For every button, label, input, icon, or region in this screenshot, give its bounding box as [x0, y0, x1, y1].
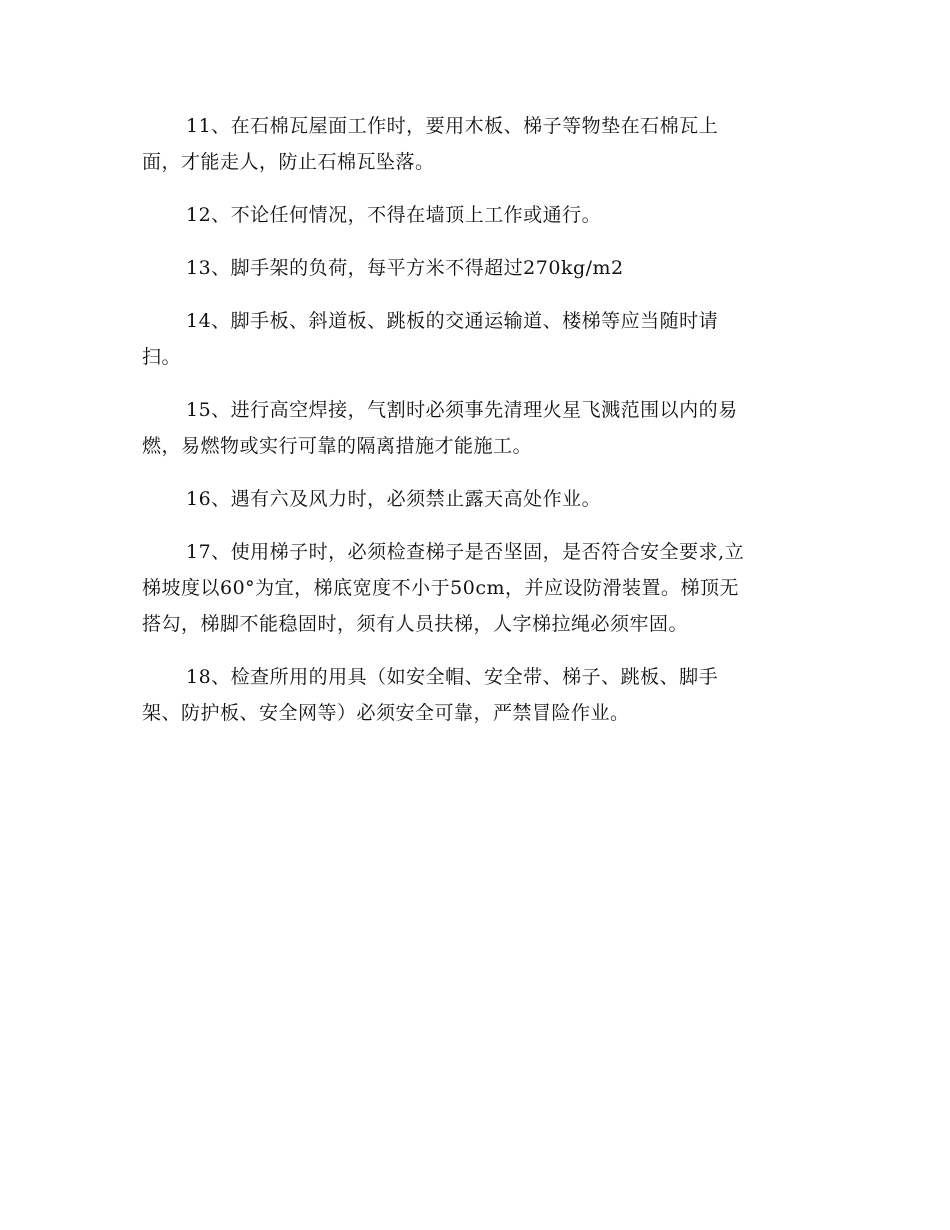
paragraph-13: [142, 250, 804, 286]
paragraph-line: 14、脚手板、斜道板、跳板的交通运输道、楼梯等应当随时请: [186, 310, 719, 332]
paragraph-line: 燃，易燃物或实行可靠的隔离措施才能施工。: [142, 435, 533, 457]
paragraph-line: 15、进行高空焊接，气割时必须事先清理火星飞溅范围以内的易: [186, 399, 738, 421]
paragraph-line: 16、遇有六及风力时，必须禁止露天高处作业。: [186, 488, 602, 510]
paragraph-line: 扫。: [142, 346, 182, 368]
paragraph-line: 12、不论任何情况，不得在墙顶上工作或通行。: [186, 204, 602, 226]
paragraph-18: [142, 659, 804, 731]
paragraph-17: [142, 534, 804, 642]
paragraph-line: 11、在石棉瓦屋面工作时，要用木板、梯子等物垫在石棉瓦上: [186, 115, 719, 137]
paragraph-line: 面，才能走人，防止石棉瓦坠落。: [142, 151, 435, 173]
paragraph-16: [142, 481, 804, 517]
paragraph-11: [142, 108, 804, 180]
paragraph-line: 17、使用梯子时，必须检查梯子是否坚固，是否符合安全要求,立: [186, 541, 745, 563]
paragraph-14: [142, 303, 804, 375]
paragraph-line: 梯坡度以60°为宜，梯底宽度不小于50cm，并应设防滑装置。梯顶无: [142, 577, 740, 599]
paragraph-line: 架、防护板、安全网等）必须安全可靠，严禁冒险作业。: [142, 702, 630, 724]
paragraph-line: 13、脚手架的负荷，每平方米不得超过270kg/m2: [186, 257, 624, 279]
document-body: [142, 108, 804, 748]
paragraph-line: 18、检查所用的用具（如安全帽、安全带、梯子、跳板、脚手: [186, 666, 719, 688]
paragraph-15: [142, 392, 804, 464]
paragraph-line: 搭勾，梯脚不能稳固时，须有人员扶梯，人字梯拉绳必须牢固。: [142, 613, 689, 635]
paragraph-12: [142, 197, 804, 233]
